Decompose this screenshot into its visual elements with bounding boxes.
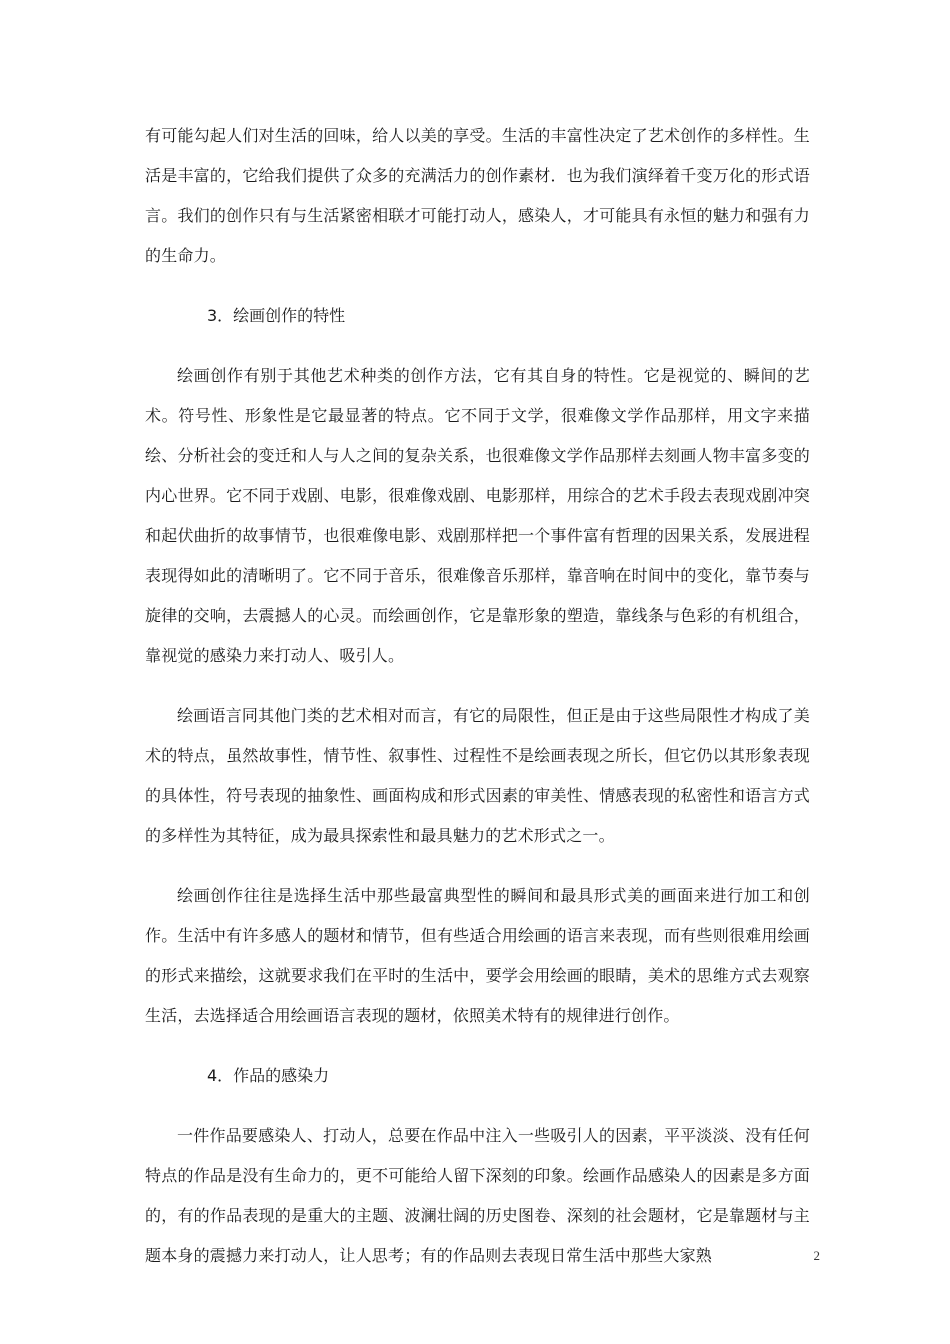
- paragraph-artwork-appeal: 一件作品要感染人、打动人，总要在作品中注入一些吸引人的因素，平平淡淡、没有任何特点的作品是没有生命力的，更不可能给人留下深刻的印象。绘画作品感染人的因素是多方面的，有的作品表现的是重大的主题、波澜壮阔的历史图卷、深刻的社会题材，它是靠题材与主题本身的震撼力来打动人，让人思考；有的作品则去表现日常生活中那些大家熟: [145, 1126, 810, 1265]
- paragraph-painting-characteristics: 绘画创作有别于其他艺术种类的创作方法，它有其自身的特性。它是视觉的、瞬间的艺术。符号性、形象性是它最显著的特点。它不同于文学，很难像文学作品那样，用文字来描绘、分析社会的变迁和人与人之间的复杂关系，也很难像文学作品那样去刻画人物丰富多变的内心世界。它不同于戏剧、电影，很难像戏剧、电影那样，用综合的艺术手段去表现戏剧冲突和起伏曲折的故事情节，也很难像电影、戏剧那样把一个事件富有哲理的因果关系，发展进程表现得如此的清晰明了。它不同于音乐，很难像音乐那样，靠音响在时间中的变化，靠节奏与旋律的交响，去震撼人的心灵。而绘画创作，它是靠形象的塑造，靠线条与色彩的有机组合，靠视觉的感染力来打动人、吸引人。: [145, 366, 810, 665]
- section-heading-3: 3．绘画创作的特性: [207, 306, 346, 325]
- document-body: [145, 116, 810, 1296]
- paragraph-painting-language: 绘画语言同其他门类的艺术相对而言，有它的局限性，但正是由于这些局限性才构成了美术的特点，虽然故事性，情节性、叙事性、过程性不是绘画表现之所长，但它仍以其形象表现的具体性，符号表现的抽象性、画面构成和形式因素的审美性、情感表现的私密性和语言方式的多样性为其特征，成为最具探索性和最具魅力的艺术形式之一。: [145, 706, 810, 845]
- paragraph-continuation: 有可能勾起人们对生活的回味，给人以美的享受。生活的丰富性决定了艺术创作的多样性。生活是丰富的，它给我们提供了众多的充满活力的创作素材．也为我们演绎着千变万化的形式语言。我们的创作只有与生活紧密相联才可能打动人，感染人，才可能具有永恒的魅力和强有力的生命力。: [145, 126, 810, 265]
- page-number: 2: [813, 1248, 820, 1263]
- paragraph-painting-creation: 绘画创作往往是选择生活中那些最富典型性的瞬间和最具形式美的画面来进行加工和创作。生活中有许多感人的题材和情节，但有些适合用绘画的语言来表现，而有些则很难用绘画的形式来描绘，这就要求我们在平时的生活中，要学会用绘画的眼睛，美术的思维方式去观察生活，去选择适合用绘画语言表现的题材，依照美术特有的规律进行创作。: [145, 886, 810, 1025]
- section-heading-4: 4．作品的感染力: [207, 1066, 330, 1085]
